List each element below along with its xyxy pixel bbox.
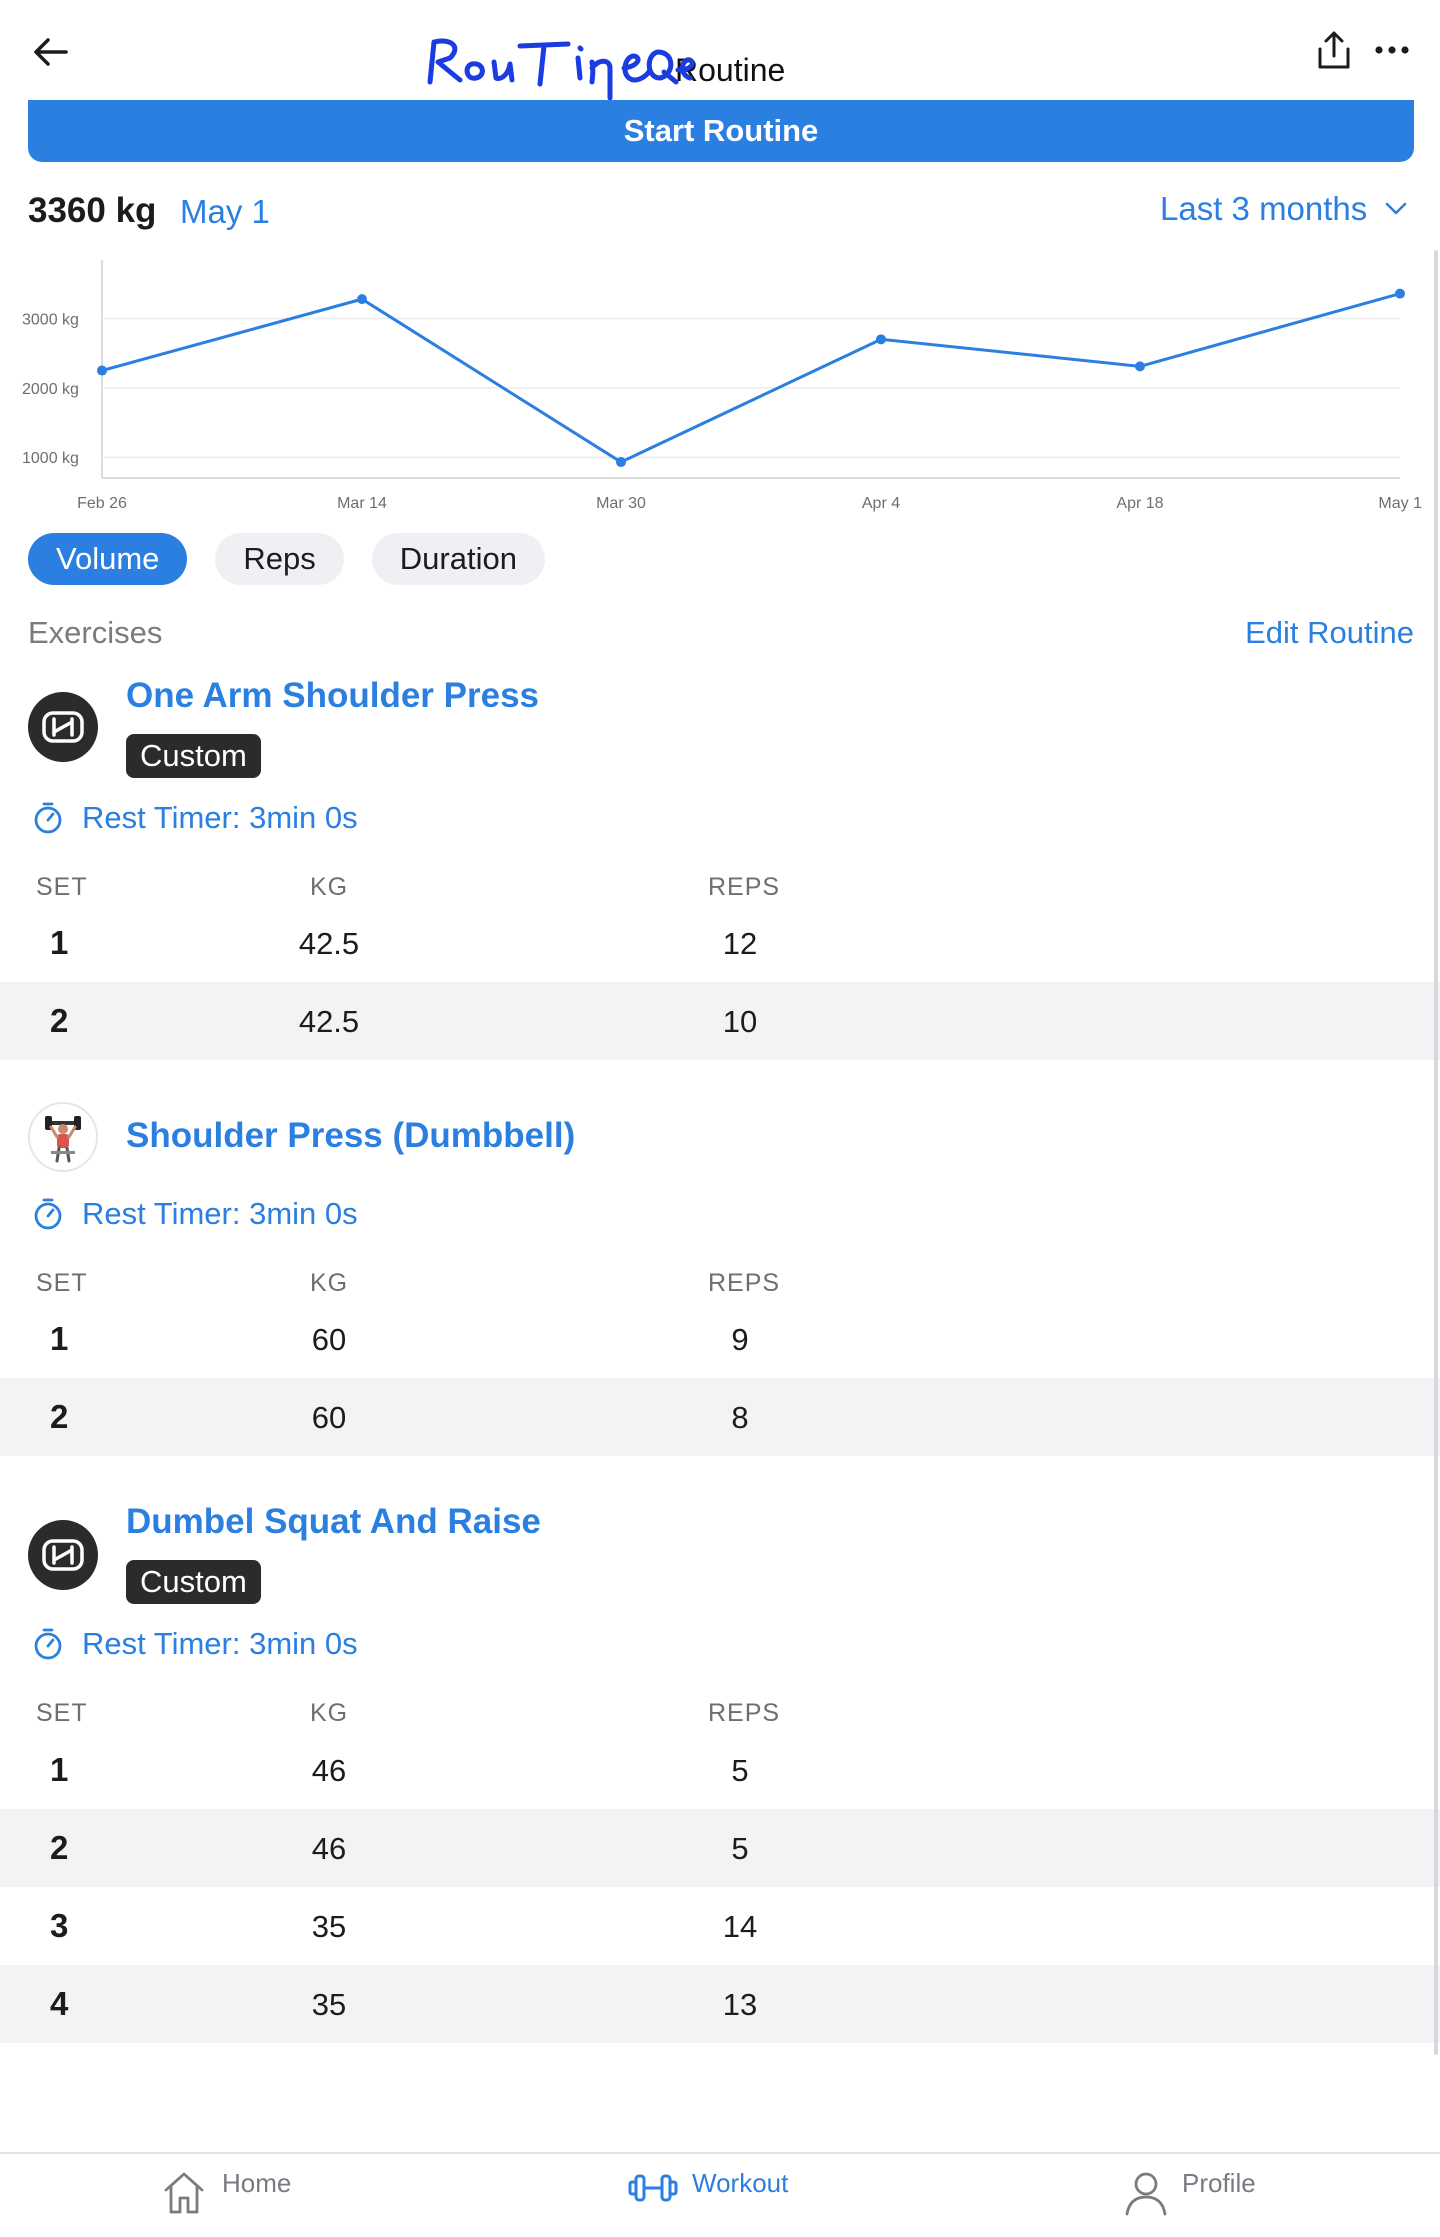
share-icon bbox=[1315, 29, 1353, 71]
set-kg: 46 bbox=[311, 1831, 347, 1866]
set-number: 4 bbox=[50, 1985, 69, 2022]
set-reps: 12 bbox=[722, 926, 758, 961]
range-dropdown[interactable] bbox=[1160, 190, 1407, 228]
set-row bbox=[0, 1887, 1440, 1965]
rest-timer[interactable] bbox=[32, 800, 358, 836]
set-row bbox=[0, 1378, 1440, 1456]
rest-timer-label: Rest Timer: 3min 0s bbox=[82, 1626, 358, 1661]
data-point bbox=[1395, 289, 1405, 299]
edit-routine-link[interactable]: Edit Routine bbox=[1245, 615, 1414, 650]
col-reps: REPS bbox=[708, 1269, 781, 1297]
data-point bbox=[357, 294, 367, 304]
set-number: 2 bbox=[50, 1829, 69, 1866]
tab-home[interactable] bbox=[160, 2168, 291, 2216]
set-row bbox=[0, 1809, 1440, 1887]
title-area bbox=[420, 20, 820, 100]
start-routine-button[interactable]: Start Routine bbox=[28, 100, 1414, 162]
set-row bbox=[0, 982, 1440, 1060]
scrollbar[interactable] bbox=[1434, 250, 1438, 2055]
set-number: 2 bbox=[50, 1398, 69, 1435]
exercise-name[interactable]: One Arm Shoulder Press bbox=[126, 676, 539, 715]
set-kg: 60 bbox=[311, 1322, 347, 1357]
summary-volume: 3360 kg bbox=[28, 191, 157, 230]
range-label: Last 3 months bbox=[1160, 190, 1368, 227]
page-title: Routine bbox=[675, 52, 786, 88]
set-row bbox=[0, 1300, 1440, 1378]
exercises-heading: Exercises bbox=[28, 615, 163, 650]
rest-timer-label: Rest Timer: 3min 0s bbox=[82, 800, 358, 835]
tab-workout-label: Workout bbox=[692, 2168, 789, 2198]
stopwatch-icon bbox=[32, 1197, 64, 1231]
custom-badge: Custom bbox=[126, 734, 261, 778]
x-tick-label: May 1 bbox=[1378, 495, 1422, 512]
set-row bbox=[0, 904, 1440, 982]
custom-exercise-icon bbox=[41, 705, 85, 749]
more-horizontal-icon bbox=[1374, 45, 1410, 55]
x-tick-label: Apr 18 bbox=[1116, 495, 1164, 512]
set-row bbox=[0, 1731, 1440, 1809]
data-point bbox=[876, 334, 886, 344]
set-number: 2 bbox=[50, 1002, 69, 1039]
exercise-avatar[interactable] bbox=[28, 1102, 98, 1172]
tab-profile[interactable] bbox=[1124, 2168, 1256, 2216]
exercise-avatar[interactable] bbox=[28, 1520, 98, 1590]
col-reps: REPS bbox=[708, 1699, 781, 1727]
col-kg: KG bbox=[310, 1269, 349, 1297]
back-button[interactable] bbox=[28, 30, 72, 74]
volume-chart bbox=[0, 250, 1440, 520]
col-reps: REPS bbox=[708, 873, 781, 901]
y-tick-label: 1000 kg bbox=[22, 450, 79, 468]
set-reps: 14 bbox=[722, 1909, 758, 1944]
set-number: 3 bbox=[50, 1907, 69, 1944]
x-tick-label: Feb 26 bbox=[77, 495, 127, 512]
set-row bbox=[0, 1965, 1440, 2043]
tab-duration[interactable]: Duration bbox=[372, 533, 545, 585]
set-number: 1 bbox=[50, 1751, 69, 1788]
stopwatch-icon bbox=[32, 1627, 64, 1661]
set-kg: 42.5 bbox=[298, 1004, 360, 1039]
rest-timer[interactable] bbox=[32, 1626, 358, 1662]
set-number: 1 bbox=[50, 924, 69, 961]
exercise-avatar[interactable] bbox=[28, 692, 98, 762]
tab-reps[interactable]: Reps bbox=[215, 533, 343, 585]
tab-profile-label: Profile bbox=[1182, 2168, 1256, 2198]
col-kg: KG bbox=[310, 1699, 349, 1727]
set-reps: 9 bbox=[731, 1322, 749, 1357]
col-set: SET bbox=[36, 873, 88, 901]
dumbbell-icon bbox=[628, 2168, 678, 2208]
x-tick-label: Mar 14 bbox=[337, 495, 387, 512]
exercise-name[interactable]: Dumbel Squat And Raise bbox=[126, 1502, 541, 1541]
set-reps: 8 bbox=[731, 1400, 749, 1435]
arrow-left-icon bbox=[32, 37, 68, 67]
col-set: SET bbox=[36, 1699, 88, 1727]
person-icon bbox=[1124, 2168, 1168, 2216]
tab-workout[interactable] bbox=[628, 2168, 788, 2208]
handwritten-annotation bbox=[420, 20, 820, 100]
set-kg: 42.5 bbox=[298, 926, 360, 961]
set-reps: 5 bbox=[731, 1753, 749, 1788]
rest-timer[interactable] bbox=[32, 1196, 358, 1232]
metric-tabs bbox=[28, 533, 545, 585]
y-tick-label: 3000 kg bbox=[22, 311, 79, 329]
y-tick-label: 2000 kg bbox=[22, 380, 79, 398]
set-kg: 35 bbox=[311, 1909, 347, 1944]
x-tick-label: Mar 30 bbox=[596, 495, 646, 512]
summary-date: May 1 bbox=[180, 193, 270, 230]
exercise-name[interactable]: Shoulder Press (Dumbbell) bbox=[126, 1116, 576, 1155]
set-kg: 46 bbox=[311, 1753, 347, 1788]
set-kg: 60 bbox=[311, 1400, 347, 1435]
data-point bbox=[616, 457, 626, 467]
home-icon bbox=[160, 2168, 208, 2216]
set-number: 1 bbox=[50, 1320, 69, 1357]
top-bar bbox=[0, 0, 1440, 100]
col-set: SET bbox=[36, 1269, 88, 1297]
col-kg: KG bbox=[310, 873, 349, 901]
rest-timer-label: Rest Timer: 3min 0s bbox=[82, 1196, 358, 1231]
data-point bbox=[97, 366, 107, 376]
set-reps: 10 bbox=[722, 1004, 758, 1039]
set-kg: 35 bbox=[311, 1987, 347, 2022]
data-point bbox=[1135, 361, 1145, 371]
stopwatch-icon bbox=[32, 801, 64, 835]
set-reps: 5 bbox=[731, 1831, 749, 1866]
custom-exercise-icon bbox=[41, 1533, 85, 1577]
custom-badge: Custom bbox=[126, 1560, 261, 1604]
dumbbell-press-thumbnail bbox=[33, 1107, 93, 1167]
set-reps: 13 bbox=[722, 1987, 758, 2022]
more-button[interactable] bbox=[1368, 28, 1416, 72]
chevron-down-icon bbox=[1385, 202, 1407, 216]
tab-home-label: Home bbox=[222, 2168, 292, 2198]
share-button[interactable] bbox=[1312, 28, 1356, 72]
tab-volume[interactable]: Volume bbox=[28, 533, 187, 585]
bottom-tab-bar bbox=[0, 2152, 1440, 2237]
x-tick-label: Apr 4 bbox=[861, 495, 901, 512]
